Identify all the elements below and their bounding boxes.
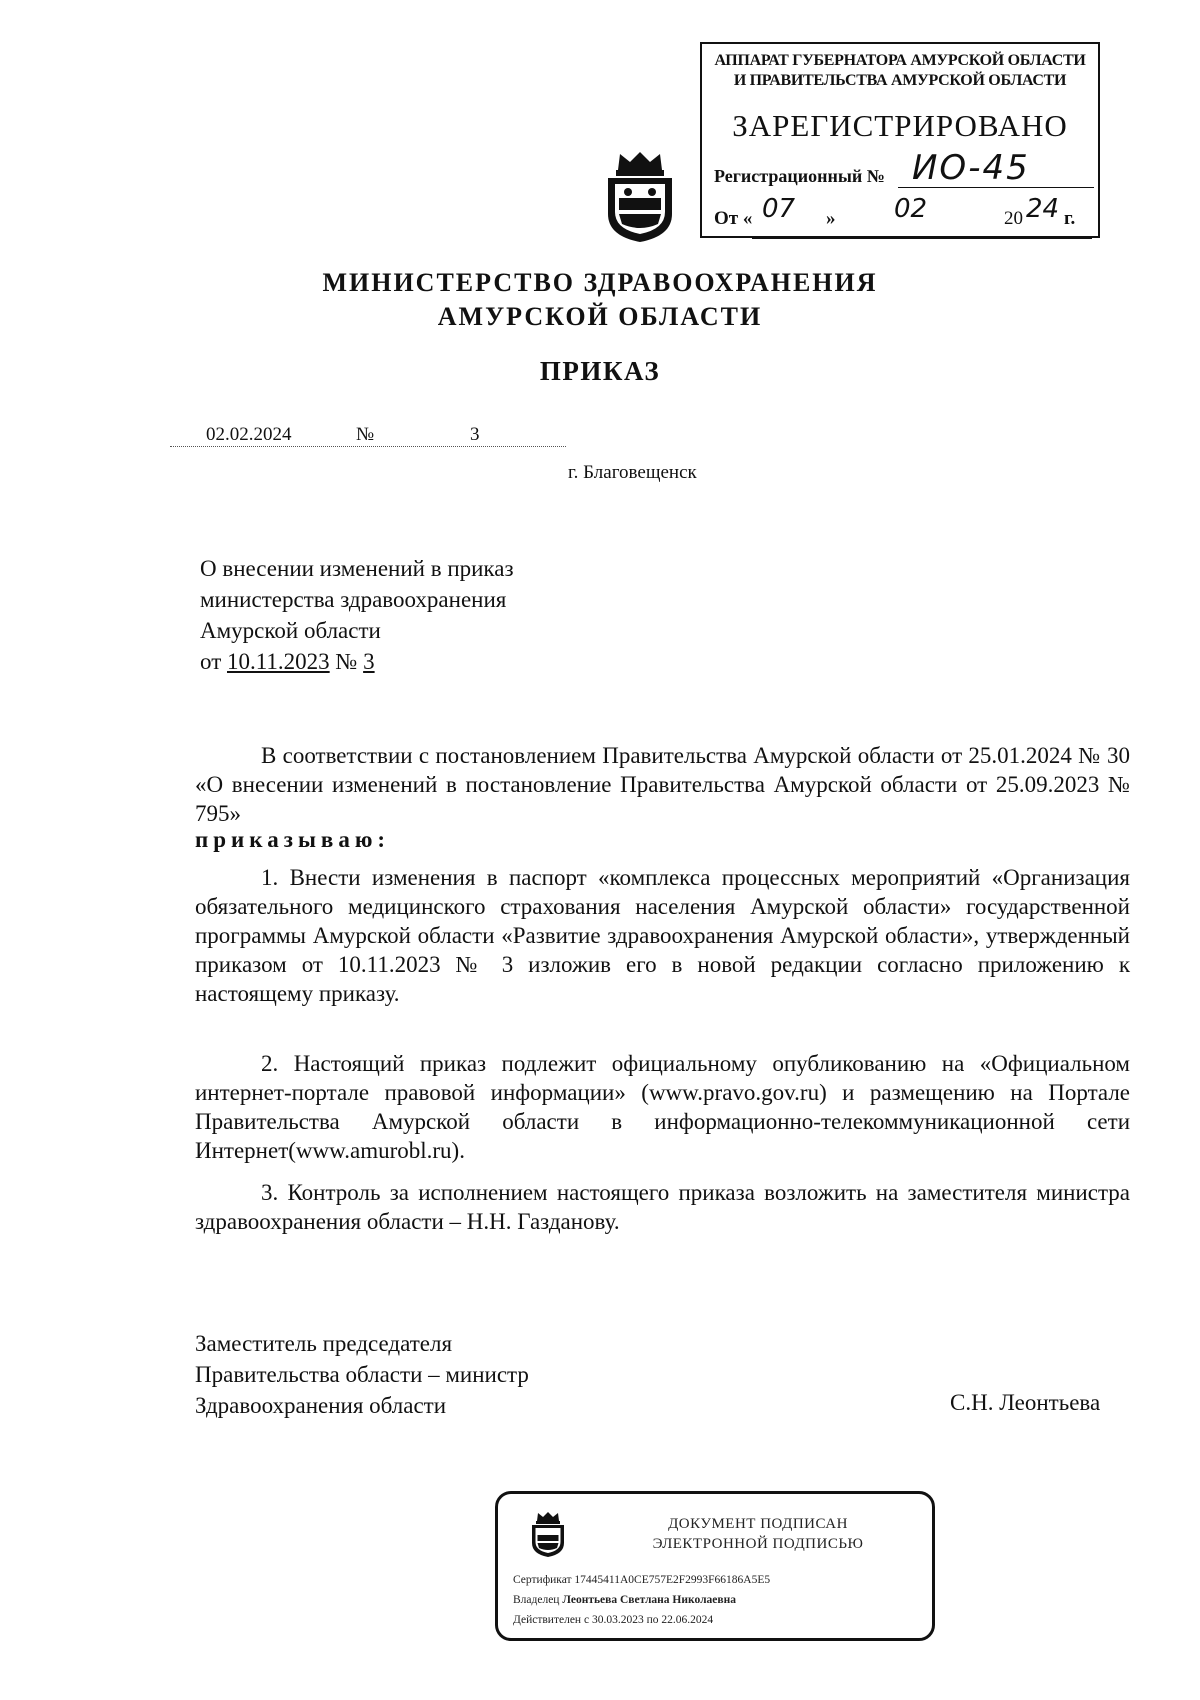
order-date-line: [170, 446, 566, 447]
electronic-signature-stamp: [495, 1491, 935, 1641]
item-3: 3. Контроль за исполнением настоящего приказа возложить на заместителя министра здравоохранения области – Н.Н. Газданову.: [195, 1180, 1130, 1234]
stamp-org-line1: АППАРАТ ГУБЕРНАТОРА АМУРСКОЙ ОБЛАСТИ: [714, 52, 1086, 69]
command-word: приказываю:: [195, 827, 391, 852]
signer-name: С.Н. Леонтьева: [950, 1390, 1101, 1415]
item-2: 2. Настоящий приказ подлежит официальному опубликованию на «Официальном интернет-портале правовой информации» (www.pravo.gov.ru) и размещению на Портале Правительства Амурской области в информационно-телекоммуникационной сети Интернет(www.amurobl.ru).: [195, 1051, 1130, 1163]
order-subject: [200, 553, 514, 677]
esign-title: ДОКУМЕНТ ПОДПИСАН ЭЛЕКТРОННОЙ ПОДПИСЬЮ: [652, 1516, 864, 1552]
esign-coat-of-arms-icon: [528, 1510, 568, 1558]
order-number: 3: [470, 424, 480, 445]
registration-year: 24: [1026, 194, 1060, 224]
stamp-org-line2: И ПРАВИТЕЛЬСТВА АМУРСКОЙ ОБЛАСТИ: [733, 72, 1067, 89]
signer-position: [195, 1328, 529, 1421]
intro-paragraph: В соответствии с постановлением Правительства Амурской области от 25.01.2024 № 30 «О внесении изменений в постановление Правительства Амурской области от 25.09.2023 № 795»: [195, 743, 1130, 826]
date-prefix: От «: [714, 208, 753, 229]
year-suffix: г.: [1064, 208, 1076, 229]
year-prefix: 20: [1004, 208, 1023, 229]
order-number-label: №: [356, 424, 375, 445]
subject-ref-date: 10.11.2023: [227, 649, 330, 674]
date-mid: »: [826, 208, 836, 229]
signer-position-line1: Заместитель председателя: [195, 1331, 453, 1356]
stamp-title: ЗАРЕГИСТРИРОВАНО: [732, 108, 1068, 143]
signer-position-line2: Правительства области – министр: [195, 1362, 529, 1387]
esign-certificate: Сертификат 17445411A0CE757E2F2993F66186A5E5: [513, 1574, 771, 1586]
item-1: 1. Внести изменения в паспорт «комплекса процессных мероприятий «Организация обязательного медицинского страхования населения Амурской области» государственной программы Амурской области «Развитие здравоохранения Амурской области», утвержденный приказом от 10.11.2023 № 3 изложив его в новой редакции согласно приложению к настоящему приказу.: [195, 865, 1130, 1006]
esign-owner: Владелец Леонтьева Светлана Николаевна: [513, 1594, 736, 1606]
subject-ref-number: 3: [363, 649, 375, 674]
subject-line1: О внесении изменений в приказ: [200, 556, 514, 581]
registration-day: 07: [762, 194, 796, 224]
subject-line4: от 10.11.2023 № 3: [200, 649, 375, 674]
date-underline: [752, 238, 1092, 239]
registration-stamp: [700, 42, 1100, 238]
subject-line3: Амурской области: [200, 618, 381, 643]
signer-position-line3: Здравоохранения области: [195, 1393, 447, 1418]
ministry-line2: АМУРСКОЙ ОБЛАСТИ: [437, 302, 763, 331]
order-date: 02.02.2024: [206, 424, 292, 445]
coat-of-arms-icon: [600, 148, 680, 244]
registration-month: 02: [894, 194, 928, 224]
ministry-name: [0, 266, 1200, 334]
order-city: г. Благовещенск: [568, 462, 697, 483]
registration-number-value: ИО-45: [912, 148, 1030, 188]
esign-validity: Действителен с 30.03.2023 по 22.06.2024: [513, 1614, 714, 1626]
ministry-line1: МИНИСТЕРСТВО ЗДРАВООХРАНЕНИЯ: [322, 268, 878, 297]
registration-number-label: Регистрационный №: [714, 166, 885, 186]
document-title: ПРИКАЗ: [539, 356, 661, 386]
subject-line2: министерства здравоохранения: [200, 587, 507, 612]
